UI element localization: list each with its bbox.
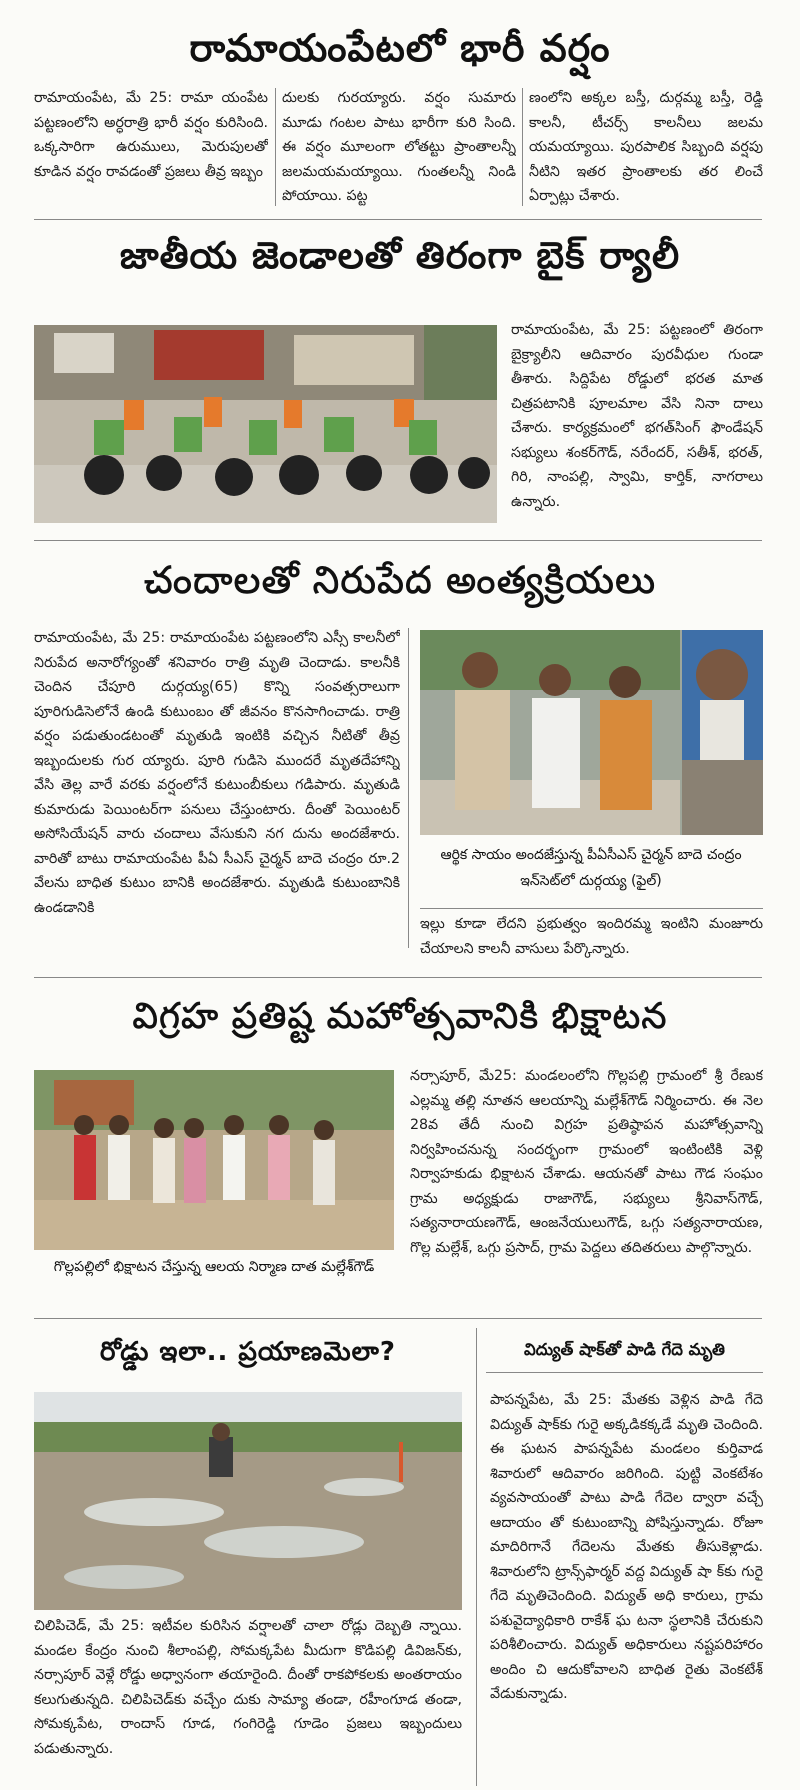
temple-alms-photo [34,1070,394,1250]
story3-headline: చందాలతో నిరుపేద అంత్యక్రియలు [143,558,657,602]
story1-column-1: రామాయంపేట, మే 25: రామా యంపేట పట్టణంలోని అర్ధరాత్రి భారీ వర్షం కురిసింది. ఒక్కసారిగా ఉరుములు, మెరుపులతో కూడిన వర్షం రావడంతో ప్రజలు తీవ్ర ఇబ్బం [34,90,268,180]
story3-body: రామాయంపేట, మే 25: రామాయంపేట పట్టణంలోని ఎస్సీ కాలనీలో నిరుపేద అనారోగ్యంతో శనివారం రాత్రి మృతి చెందాడు. కాలనీకి చెందిన చేపూరి దుర్గయ్య(65) కొన్ని సంవత్సరాలుగా పూరిగుడిసెలోనే ఉండి కుటుంబం తో జీవనం కొనసాగించాడు. రాత్రి వర్షం పడుతుండటంతో మృతుడి ఇంటికి వచ్చిన నీటితో తీవ్ర ఇబ్బందులకు గుర య్యారు. పూరి గుడిసె ముందరే మృతదేహాన్ని వేసి తెల్ల వారే వరకు వర్షంలోనే కుటుంబీకులు గడిపారు. మృతుడి కుమారుడు పెయింటర్‌గా పనులు చేస్తుంటారు. దీంతో పెయింటర్ అసోసియేషన్ వారు చందాలు వేసుకుని నగ దును అందజేశారు. వారితో బాటు రామాయంపేట పీఏ సీఎస్ చైర్మన్ బాదె చంద్రం రూ.2 వేలను బాధిత కుటుం బానికి అందజేశారు. మృతుడి కుటుంబానికి ఉండడానికి [34,630,400,916]
section-divider [34,1318,762,1319]
column-divider [522,88,523,206]
section-divider [34,977,762,978]
damaged-road-photo [34,1392,462,1610]
column-divider [275,88,276,206]
story5-headline: రోడ్డు ఇలా.. ప్రయాణమెలా? [100,1337,396,1367]
story2-body: రామాయంపేట, మే 25: పట్టణంలో తిరంగా బైక్ర్యాలీని ఆదివారం పురవీధుల గుండా తీశారు. సిద్దిపేట రోడ్డులో భరత మాత చిత్రపటానికి పూలమాల వేసి నినా దాలు చేశారు. కార్యక్రమంలో భగత్‌సింగ్ ఫౌండేషన్ సభ్యులు శంకర్‌గౌడ్, నరేందర్, సతీశ్, భరత్, గిరి, నాంపల్లి, స్వామి, కార్తిక్, నాగరాలు ఉన్నారు. [511,322,763,510]
story5-body: చిలిపిచెడ్, మే 25: ఇటీవల కురిసిన వర్షాలతో చాలా రోడ్లు దెబ్బతి న్నాయి. మండల కేంద్రం నుంచి శీలాంపల్లి, సోమక్కపేట మీదుగా కొడిపల్లి డివిజన్‌కు, నర్సాపూర్ వెళ్లే రోడ్డు అధ్వానంగా తయారైంది. దీంతో రాకపోకలకు అంతరాయం కలుగుతున్నది. చిలిపిచెడ్‌కు వచ్చేం దుకు సామ్యా తండా, రహీంగూడ తండా, సోమక్కపేట, రాందాస్ గూడ, గంగిరెడ్డి గూడెం ప్రజలు ఇబ్బందులు పడుతున్నారు. [34,1618,462,1757]
section-divider [34,540,762,541]
story1-column-2: దులకు గురయ్యారు. వర్షం సుమారు మూడు గంటల పాటు భారీగా కురి సింది. ఈ వర్షం మూలంగా లోతట్టు ప్రాంతాలన్నీ జలమయమయ్యాయి. గుంతలన్నీ నిండి పోయాయి. పట్ట [282,90,516,204]
story4-photo-caption: గొల్లపల్లిలో భిక్షాటన చేస్తున్న ఆలయ నిర్మాణ దాత మల్లేశ్‌గౌడ్ [53,1259,375,1275]
headline-divider [486,1372,763,1373]
section-divider [34,219,762,220]
story1-headline: రామాయంపేటలో భారీ వర్షం [189,26,611,70]
column-divider [408,628,409,948]
financial-aid-photo [420,630,763,835]
story2-headline: జాతీయ జెండాలతో తిరంగా బైక్ ర్యాలీ [119,234,681,277]
story4-headline: విగ్రహ ప్రతిష్ట మహోత్సవానికి భిక్షాటన [132,996,668,1037]
column-divider [476,1328,477,1786]
story3-body-continued: ఇల్లు కూడా లేదని ప్రభుత్వం ఇందిరమ్మ ఇంటిని మంజూరు చేయాలని కాలనీ వాసులు పేర్కొన్నారు. [420,916,763,957]
bike-rally-photo [34,325,497,523]
caption-divider [420,908,763,909]
story6-body: పాపన్నపేట, మే 25: మేతకు వెళ్లిన పాడి గేదె విద్యుత్ షాక్‌కు గురై అక్కడికక్కడే మృతి చెందింది. ఈ ఘటన పాపన్నపేట మండలం కుర్తివాడ శివారులో ఆదివారం జరిగింది. పుట్టి వెంకటేశం వ్యవసాయంతో పాటు పాడి గేదెల ద్వారా వచ్చే ఆదాయం తో కుటుంబాన్ని పోషిస్తున్నాడు. రోజూ మాదిరిగానే గేదెలను మేతకు తీసుకెళ్లాడు. శివారులోని ట్రాన్స్‌ఫార్మర్ వద్ద విద్యుత్ షా క్‌కు గురై గేదె మృతిచెందింది. విద్యుత్ అధి కారులు, గ్రామ పశువైద్యాధికారి రాకేశ్ ఘ టనా స్థలానికి చేరుకుని పరిశీలించారు. విద్యుత్ అధికారులు నష్టపరిహారం అందిం చి ఆదుకోవాలని బాధిత రైతు వెంకటేశ్ వేడుకున్నాడు. [490,1392,763,1702]
story3-photo-caption: ఆర్థిక సాయం అందజేస్తున్న పీఏసీఎస్ చైర్మన్ బాదె చంద్రం ఇన్‌సెట్‌లో దుర్గయ్య (ఫైల్) [440,847,742,889]
story1-column-3: ణంలోని అక్కల బస్తీ, దుర్గమ్మ బస్తీ, రెడ్డి కాలనీ, టీచర్స్ కాలనీలు జలమ యమయ్యాయి. పురపాలిక సిబ్బంది వర్షపు నీటిని ఇతర ప్రాంతాలకు తర లించే ఏర్పాట్లు చేశారు. [529,90,763,204]
story4-body: నర్సాపూర్, మే25: మండలంలోని గొల్లపల్లి గ్రామంలో శ్రీ రేణుక ఎల్లమ్మ తల్లి నూతన ఆలయాన్ని మల్లేశ్‌గౌడ్ నిర్మించారు. ఈ నెల 28వ తేదీ నుంచి విగ్రహ ప్రతిష్ఠాపన మహోత్సవాన్ని నిర్వహించనున్న సందర్భంగా గ్రామంలో ఇంటింటికి వెళ్లి నిర్వాహకుడు భిక్షాటన చేశాడు. ఆయనతో పాటు గౌడ సంఘం గ్రామ అధ్యక్షుడు రాజాగౌడ్, సభ్యులు శ్రీనివాస్‌గౌడ్, సత్యనారాయణగౌడ్, ఆంజనేయులుగౌడ్, ఒగ్గు సత్యనారాయణ, గొల్ల మల్లేశ్, ఒగ్గు ప్రసాద్, గ్రామ పెద్దలు తదితరులు పాల్గొన్నారు. [410,1068,763,1256]
story6-headline: విద్యుత్ షాక్‌తో పాడి గేదె మృతి [524,1340,725,1359]
